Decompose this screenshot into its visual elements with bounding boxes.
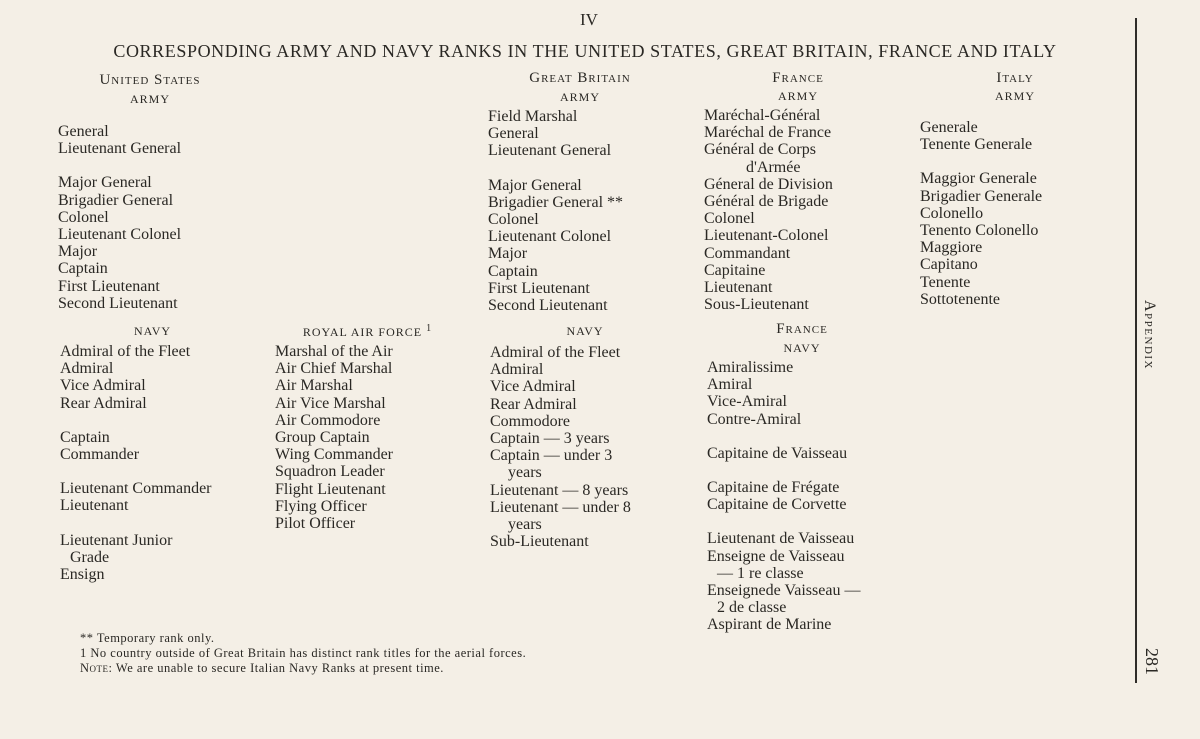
note (80, 661, 526, 676)
rank-item: Maggiore (920, 239, 983, 257)
rank-item: Rear Admiral (60, 394, 147, 412)
rank-item: Lieutenant Colonel (58, 226, 182, 244)
it-country-header: Italy (996, 70, 1034, 86)
rank-item: Amiralissime (707, 359, 794, 376)
running-header: Appendix (1141, 300, 1158, 371)
rank-item: years (508, 516, 542, 534)
rank-item: Maggior Generale (920, 170, 1037, 188)
rank-item: Second Lieutenant (488, 297, 608, 315)
rank-item: Tenente (920, 273, 971, 291)
rank-item: Lieutenant — 8 years (490, 481, 629, 499)
rank-item: Vice-Amiral (707, 393, 787, 411)
rank-item: Capitaine de Frégate (707, 479, 840, 497)
rank-item: Sous-Lieutenant (704, 296, 809, 314)
rank-item: Capitaine de Vaisseau (707, 444, 848, 462)
rank-item: Admiral (490, 361, 544, 379)
rank-item: Sottotenente (920, 290, 1000, 308)
rank-item: Marshal of the Air (275, 343, 393, 360)
rank-item: Admiral of the Fleet (60, 343, 191, 360)
rank-item: Air Commodore (275, 411, 381, 429)
page-number: 281 (1142, 648, 1162, 675)
rank-item: Enseignede Vaisseau — (707, 582, 861, 600)
rank-item: Major General (488, 176, 582, 194)
fr-navy-subheader: NAVY (783, 341, 821, 355)
rank-item: Captain (58, 260, 108, 278)
footnote: ** Temporary rank only. (80, 631, 215, 645)
rank-item: Général de Corps (704, 141, 816, 159)
footnote-mark: 1 (426, 323, 433, 334)
rank-item: Grade (70, 548, 110, 566)
rank-item: Field Marshal (488, 108, 578, 125)
rank-item: Colonel (58, 208, 109, 226)
rank-item: 2 de classe (717, 599, 787, 617)
rank-item: Major General (58, 174, 152, 192)
rank-item: Air Chief Marshal (275, 360, 393, 378)
us-country-header: United States (99, 72, 201, 88)
rank-item: Tenente Generale (920, 136, 1033, 154)
fr-navy-ranks (707, 359, 860, 634)
rank-item: Colonel (704, 210, 755, 228)
rank-item: Flying Officer (275, 497, 367, 515)
rank-item: Captain (488, 262, 538, 280)
rank-item: First Lieutenant (488, 279, 590, 297)
rank-item: Group Captain (275, 429, 370, 447)
gb-army-ranks (488, 108, 623, 314)
us-army-subheader: ARMY (129, 92, 170, 106)
page-title: CORRESPONDING ARMY AND NAVY RANKS IN THE UNITED STATES, GREAT BRITAIN, FRANCE AND ITALY (113, 41, 1057, 61)
rank-item: Commandant (704, 244, 791, 262)
rank-item: First Lieutenant (58, 277, 160, 295)
gb-country-header: Great Britain (529, 70, 631, 86)
rank-item: Captain — 3 years (490, 430, 610, 448)
rank-item: Admiral (60, 360, 114, 378)
note-label: Note: (80, 661, 113, 675)
gb-navy-ranks (490, 344, 631, 550)
section-number: IV (580, 10, 598, 29)
rank-item: Lieutenant-Colonel (704, 227, 829, 245)
rank-item: Commodore (490, 412, 570, 430)
rank-item: Vice Admiral (60, 377, 146, 395)
rank-item: d'Armée (746, 158, 801, 176)
gb-army-subheader: ARMY (559, 90, 600, 104)
fr-army-ranks (704, 107, 833, 313)
rank-item: Brigadier General ** (488, 193, 624, 211)
rank-item: Brigadier General (58, 191, 174, 209)
it-army-subheader: ARMY (994, 89, 1035, 103)
rank-item: Général de Brigade (704, 193, 829, 211)
rank-item: Lieutenant Junior (60, 531, 173, 549)
footnotes (80, 631, 526, 676)
rank-item: Generale (920, 119, 978, 136)
rank-item: General (58, 123, 109, 140)
rank-item: Tenento Colonello (920, 222, 1039, 240)
rank-item: Capitaine de Corvette (707, 496, 847, 514)
it-army-ranks (920, 119, 1042, 308)
rank-item: years (508, 464, 542, 482)
rank-item: Lieutenant General (58, 140, 182, 158)
rank-item: Second Lieutenant (58, 294, 178, 312)
rank-item: Lieutenant (60, 497, 129, 515)
rank-item: Major (58, 243, 98, 261)
us-navy-subheader: NAVY (133, 324, 172, 338)
rank-item: Wing Commander (275, 446, 393, 464)
rank-item: Colonello (920, 204, 984, 222)
rank-item: Contre-Amiral (707, 410, 802, 428)
rank-item: Lieutenant (704, 279, 773, 297)
rank-item: Flight Lieutenant (275, 480, 386, 498)
rank-item: Pilot Officer (275, 515, 356, 533)
us-army-ranks (58, 123, 181, 312)
rank-item: Rear Admiral (490, 395, 577, 413)
rank-item: Air Marshal (275, 377, 353, 395)
rank-item: Captain (60, 428, 110, 446)
rank-item: Capitaine (704, 261, 766, 279)
rank-item: Sub-Lieutenant (490, 533, 589, 551)
rank-item: Admiral of the Fleet (490, 344, 621, 361)
rank-item: Major (488, 245, 528, 263)
rank-item: Géneral de Division (704, 175, 833, 193)
raf-ranks (275, 343, 393, 532)
footnote: 1 No country outside of Great Britain has distinct rank titles for the aerial forces. (80, 646, 527, 660)
rank-item: Lieutenant Commander (60, 480, 212, 498)
rank-item: Brigadier Generale (920, 187, 1043, 205)
raf-subheader: ROYAL AIR FORCE $^1$ (302, 323, 433, 339)
rank-item: — 1 re classe (717, 564, 804, 582)
us-navy-ranks (60, 343, 212, 583)
rank-item: Vice Admiral (490, 378, 576, 396)
note-text: We are unable to secure Italian Navy Ranks at present time. (115, 661, 444, 675)
rank-item: Captain — under 3 (490, 447, 613, 465)
rank-item: Maréchal-Général (704, 107, 821, 124)
rank-item: Colonel (488, 211, 539, 229)
rank-item: Air Vice Marshal (275, 394, 386, 412)
rank-item: Lieutenant de Vaisseau (707, 530, 855, 548)
rank-item: Amiral (707, 376, 753, 394)
rank-item: Enseigne de Vaisseau (707, 547, 845, 565)
rank-item: Aspirant de Marine (707, 616, 832, 634)
rank-item: Capitano (920, 256, 978, 274)
rank-item: General (488, 125, 539, 143)
fr-country-header: France (772, 70, 824, 86)
fr-navy-country-header: France (776, 321, 828, 337)
margin-rule (1135, 18, 1137, 683)
rank-item: Lieutenant General (488, 142, 612, 160)
rank-item: Squadron Leader (275, 463, 385, 481)
rank-item: Commander (60, 446, 140, 464)
rank-item: Maréchal de France (704, 124, 832, 142)
rank-item: Lieutenant — under 8 (490, 498, 631, 516)
gb-navy-subheader: NAVY (566, 324, 604, 338)
rank-item: Lieutenant Colonel (488, 228, 612, 246)
fr-army-subheader: ARMY (777, 89, 818, 103)
rank-item: Ensign (60, 566, 105, 584)
